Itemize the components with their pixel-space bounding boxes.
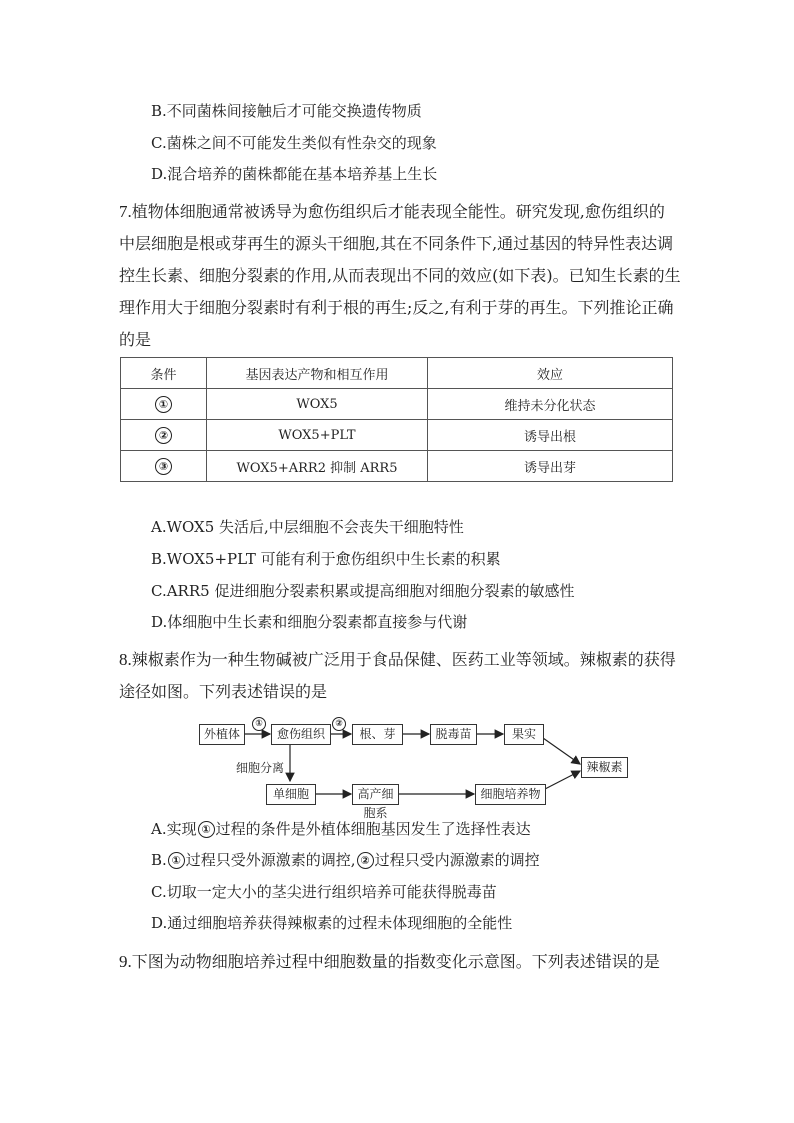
q8-stem-line-1: 8.辣椒素作为一种生物碱被广泛用于食品保健、医药工业等领域。辣椒素的获得: [119, 650, 676, 669]
q7-option-c: C.ARR5 促进细胞分裂素积累或提高细胞对细胞分裂素的敏感性: [151, 582, 575, 600]
q8-option-a: A.实现 ① 过程的条件是外植体细胞基因发生了选择性表达: [151, 820, 531, 838]
process-2-mark: ②: [357, 852, 374, 869]
table-header-row: [121, 358, 673, 389]
table-row: [121, 420, 673, 451]
table-cell: [121, 451, 207, 482]
q7-stem-line-4: 理作用大于细胞分裂素时有利于根的再生;反之,有利于芽的再生。下列推论正确: [119, 298, 674, 317]
box-fruit: 果实: [504, 724, 544, 745]
box-single-cell: 单细胞: [266, 784, 316, 805]
q8-number: 8.: [119, 650, 132, 669]
q7-option-a: A.WOX5 失活后,中层细胞不会丧失干细胞特性: [151, 518, 464, 536]
table-row: [121, 389, 673, 420]
q7-stem-line-5: 的是: [119, 330, 152, 349]
q8-option-d: D.通过细胞培养获得辣椒素的过程未体现细胞的全能性: [151, 914, 513, 932]
q8-stem-line-2: 途径如图。下列表述错误的是: [119, 682, 328, 701]
box-root-shoot: 根、芽: [352, 724, 403, 745]
arrow-culture-capsaicin: [545, 771, 580, 789]
q6-option-d: D.混合培养的菌株都能在基本培养基上生长: [151, 165, 438, 183]
q7-number: 7.: [119, 202, 132, 221]
table-cell: [121, 389, 207, 420]
box-cell-culture: 细胞培养物: [475, 784, 546, 805]
q7-stem-line-3: 控生长素、细胞分裂素的作用,从而表现出不同的效应(如下表)。已知生长素的生: [119, 266, 681, 285]
table-cell: WOX5: [207, 389, 428, 420]
box-high-yield-cell-line: 高产细胞系: [352, 784, 399, 805]
table-cell: WOX5+PLT: [207, 420, 428, 451]
condition-number: ②: [155, 427, 172, 444]
q9-stem: 9.下图为动物细胞培养过程中细胞数量的指数变化示意图。下列表述错误的是: [119, 952, 660, 971]
q7-stem-line-2: 中层细胞是根或芽再生的源头干细胞,其在不同条件下,通过基因的特异性表达调: [119, 234, 674, 253]
label-cell-separation: 细胞分离: [236, 761, 285, 775]
q9-number: 9.: [119, 952, 132, 971]
q7-stem-line-1: 7.植物体细胞通常被诱导为愈伤组织后才能表现全能性。研究发现,愈伤组织的: [119, 202, 665, 221]
table-cell: [121, 420, 207, 451]
step-1-label: ①: [252, 715, 266, 731]
table-header-cell: 效应: [428, 358, 673, 389]
condition-number: ③: [155, 458, 172, 475]
box-capsaicin: 辣椒素: [581, 757, 628, 778]
box-explant: 外植体: [199, 724, 245, 745]
q7-condition-table: [120, 357, 673, 482]
table-cell: 诱导出芽: [428, 451, 673, 482]
q8-option-c: C.切取一定大小的茎尖进行组织培养可能获得脱毒苗: [151, 883, 497, 901]
box-virus-free-seedling: 脱毒苗: [430, 724, 477, 745]
table-header-cell: 条件: [121, 358, 207, 389]
q7-option-d: D.体细胞中生长素和细胞分裂素都直接参与代谢: [151, 613, 468, 631]
q8-option-b: B. ① 过程只受外源激素的调控, ② 过程只受内源激素的调控: [151, 851, 540, 869]
condition-number: ①: [155, 396, 172, 413]
process-1-mark: ①: [168, 852, 185, 869]
table-cell: WOX5+ARR2 抑制 ARR5: [207, 451, 428, 482]
step-2-label: ②: [332, 715, 346, 731]
q6-option-c: C.菌株之间不可能发生类似有性杂交的现象: [151, 134, 437, 152]
box-callus: 愈伤组织: [271, 724, 331, 745]
table-row: [121, 451, 673, 482]
table-header-cell: 基因表达产物和相互作用: [207, 358, 428, 389]
table-cell: 维持未分化状态: [428, 389, 673, 420]
q7-option-b: B.WOX5+PLT 可能有利于愈伤组织中生长素的积累: [151, 550, 501, 568]
q6-option-b: B.不同菌株间接触后才可能交换遗传物质: [151, 102, 422, 120]
process-1-mark: ①: [198, 821, 215, 838]
table-cell: 诱导出根: [428, 420, 673, 451]
arrow-fruit-capsaicin: [543, 738, 580, 764]
